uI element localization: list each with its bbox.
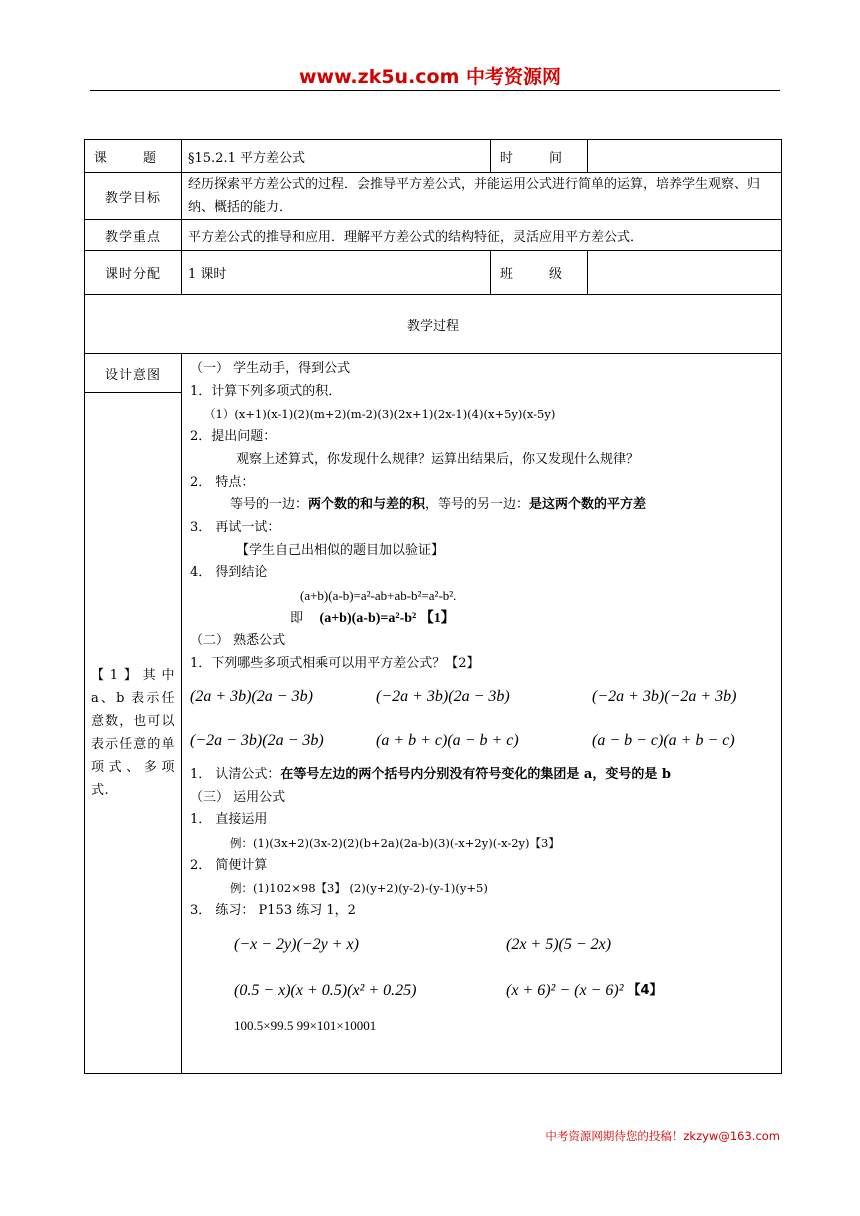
design-note: 【1】其中 a、b 表示任意数，也可以表示任意的单项式、多项式. — [85, 393, 182, 1074]
section-2-heading: （二） 熟悉公式 — [190, 633, 286, 649]
equation-4-tag: 【4】 — [627, 983, 663, 999]
item-1-1-exercises: （1）(x+1)(x-1)(2)(m+2)(m-2)(3)(2x+1)(2x-1)(4)(x+5y)(x-5y) — [204, 407, 556, 422]
focus-label: 教学重点 — [85, 220, 182, 251]
section-3-heading: （三） 运用公式 — [190, 789, 286, 805]
item-1-1: 1．计算下列多项式的积． — [190, 383, 342, 399]
footer-text: 中考资源网期待您的投稿！zkzyw@163.com — [545, 1129, 780, 1143]
formula-bold: (a+b)(a-b)=a²-b² 【1】 — [319, 610, 455, 626]
item-2-2 — [190, 764, 777, 787]
recognize-pre: 1． 认清公式： — [190, 766, 281, 782]
process-cell — [182, 354, 782, 1074]
item-3-2-example: 例：(1)102×98【3】 (2)(y+2)(y-2)-(y-1)(y+5) — [230, 881, 488, 896]
equation-4b: (x + 6)² − (x − 6)² — [506, 982, 624, 1000]
item-1-4: 3． 再试一试： — [190, 519, 281, 535]
feature-pre: 等号的一边： — [230, 497, 309, 513]
item-3-1-example: 例：(1)(3x+2)(3x-2)(2)(b+2a)(2a-b)(3)(-x+2y)(-x-2y)【3】 — [230, 835, 560, 850]
topic-label: 课 题 — [85, 140, 182, 173]
equation-3b: (2x + 5)(5 − 2x) — [506, 936, 612, 954]
class-label: 班 级 — [491, 251, 588, 295]
item-3-1: 1． 直接运用 — [190, 812, 268, 828]
process-title: 教学过程 — [85, 295, 782, 354]
formula-prefix: 即 — [290, 610, 304, 626]
equation-1a: (2a + 3b)(2a − 3b) — [190, 688, 313, 706]
time-value — [588, 140, 782, 173]
equation-2a: (−2a − 3b)(2a − 3b) — [190, 732, 324, 750]
equation-row-2 — [190, 720, 777, 764]
hours-value: 1 课时 — [182, 251, 491, 295]
item-3-3: 3． 练习： P153 练习 1，2 — [190, 903, 356, 919]
item-1-5-formula-line — [190, 608, 777, 631]
section-1-heading: （一） 学生动手，得到公式 — [190, 361, 351, 376]
equation-row-4 — [190, 969, 777, 1015]
item-1-4-note: 【学生自己出相似的题目加以验证】 — [236, 542, 445, 558]
item-2-1: 1．下列哪些多项式相乘可以用平方差公式？【2】 — [190, 656, 480, 672]
header-title: www.zk5u.com 中考资源网 — [298, 66, 562, 88]
header-rule — [90, 90, 780, 91]
feature-mid: ，等号的另一边： — [425, 497, 530, 513]
item-3-2: 2． 简便计算 — [190, 857, 268, 873]
time-label: 时 间 — [491, 140, 588, 173]
class-value — [588, 251, 782, 295]
feature-bold-2: 是这两个数的平方差 — [529, 497, 647, 513]
equation-1c: (−2a + 3b)(−2a + 3b) — [592, 688, 737, 706]
equation-2b: (a + b + c)(a − b + c) — [376, 732, 519, 750]
equation-row-1 — [190, 676, 777, 720]
item-1-2-question: 观察上述算式，你发现什么规律？运算出结果后，你又发现什么规律？ — [236, 451, 640, 467]
item-1-3: 2． 特点： — [190, 474, 255, 490]
item-3-4-exercises: 100.5×99.5 99×101×10001 — [234, 1017, 377, 1033]
item-1-2: 2．提出问题： — [190, 429, 277, 445]
hours-label: 课时分配 — [85, 251, 182, 295]
item-1-5: 4． 得到结论 — [190, 565, 268, 581]
lesson-plan-table — [84, 139, 782, 1074]
equation-3a: (−x − 2y)(−2y + x) — [234, 936, 359, 954]
feature-bold-1: 两个数的和与差的积 — [308, 497, 426, 513]
topic-value: §15.2.1 平方差公式 — [182, 140, 491, 173]
design-label: 设计意图 — [85, 354, 182, 393]
goal-value: 经历探索平方差公式的过程．会推导平方差公式，并能运用公式进行简单的运算，培养学生观察、归纳、概括的能力． — [182, 173, 782, 220]
equation-4a: (0.5 − x)(x + 0.5)(x² + 0.25) — [234, 982, 417, 1000]
process-content — [186, 354, 777, 1037]
goal-label: 教学目标 — [85, 173, 182, 220]
item-1-5-derivation: (a+b)(a-b)=a²-ab+ab-b²=a²-b². — [300, 588, 457, 604]
equation-1b: (−2a + 3b)(2a − 3b) — [376, 688, 510, 706]
equation-row-3 — [190, 923, 777, 969]
item-1-3-feature — [190, 494, 777, 517]
recognize-bold: 在等号左边的两个括号内分别没有符号变化的集团是 a，变号的是 b — [280, 766, 671, 782]
equation-2c: (a − b − c)(a + b − c) — [592, 732, 735, 750]
focus-value: 平方差公式的推导和应用．理解平方差公式的结构特征，灵活应用平方差公式． — [182, 220, 782, 251]
